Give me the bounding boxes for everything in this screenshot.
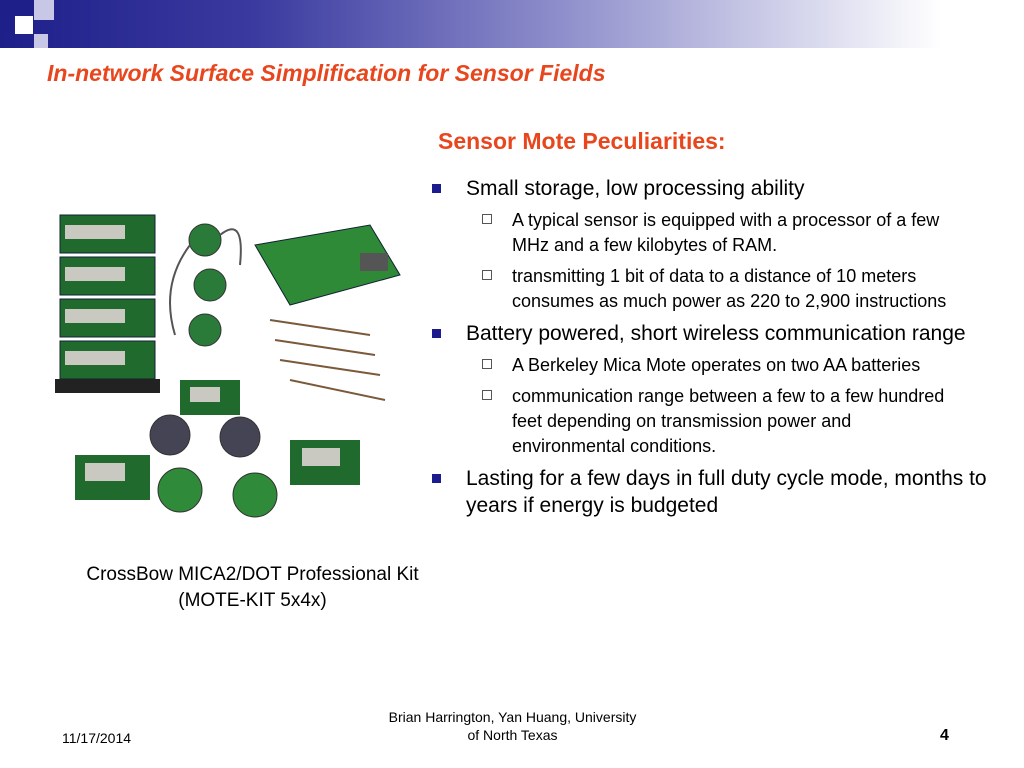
- programming-board: [255, 225, 400, 305]
- round-sensor-boards: [150, 415, 277, 517]
- sub-bullet-item: [428, 208, 988, 258]
- hollow-square-icon: [482, 359, 492, 369]
- caption-line-1: CrossBow MICA2/DOT Professional Kit: [86, 564, 419, 585]
- hollow-square-icon: [482, 270, 492, 280]
- bullet-square-icon: [432, 184, 441, 193]
- sub-bullet-text: communication range between a few to a few hundred feet depending on transmission power and environmental conditions.: [512, 386, 945, 456]
- footer-author-line-2: of North Texas: [467, 727, 558, 743]
- header-square-small: [15, 16, 33, 34]
- header-square-light: [34, 0, 54, 20]
- bullet-item: [428, 175, 988, 202]
- caption-line-2: (MOTE-KIT 5x4x): [178, 590, 327, 611]
- header-gradient-bar: [0, 0, 1024, 48]
- sub-bullet-item: [428, 264, 988, 314]
- bullet-item: [428, 465, 988, 519]
- photo-caption: [40, 562, 465, 614]
- footer-author: [355, 708, 670, 744]
- bullet-list: [428, 175, 988, 525]
- slide-subtitle: Sensor Mote Peculiarities:: [438, 128, 726, 154]
- bullet-square-icon: [432, 474, 441, 483]
- bullet-text: Battery powered, short wireless communication range: [466, 322, 966, 345]
- footer-date: 11/17/2014: [62, 730, 132, 746]
- small-mote-boards: [75, 380, 360, 500]
- sub-bullet-item: [428, 384, 988, 459]
- hollow-square-icon: [482, 214, 492, 224]
- bullet-text: Small storage, low processing ability: [466, 177, 805, 200]
- bullet-square-icon: [432, 329, 441, 338]
- bullet-item: [428, 320, 988, 347]
- hollow-square-icon: [482, 390, 492, 400]
- slide-title: In-network Surface Simplification for Sensor Fields: [47, 60, 606, 86]
- dot-motes-with-antennas: [170, 224, 241, 346]
- bullet-text: Lasting for a few days in full duty cycle mode, months to years if energy is budgeted: [466, 467, 987, 517]
- antenna-wires: [270, 320, 385, 400]
- sub-bullet-text: A Berkeley Mica Mote operates on two AA batteries: [512, 355, 921, 375]
- page-number: 4: [940, 727, 949, 744]
- mote-board-stack: [55, 215, 160, 393]
- footer-author-line-1: Brian Harrington, Yan Huang, University: [388, 709, 637, 725]
- mote-kit-photo: [40, 205, 410, 530]
- header-square-tiny: [34, 34, 48, 48]
- sub-bullet-item: [428, 353, 988, 378]
- sub-bullet-text: A typical sensor is equipped with a processor of a few MHz and a few kilobytes of RAM.: [512, 210, 940, 255]
- sub-bullet-text: transmitting 1 bit of data to a distance of 10 meters consumes as much power as 220 to 2,900 instructions: [512, 266, 947, 311]
